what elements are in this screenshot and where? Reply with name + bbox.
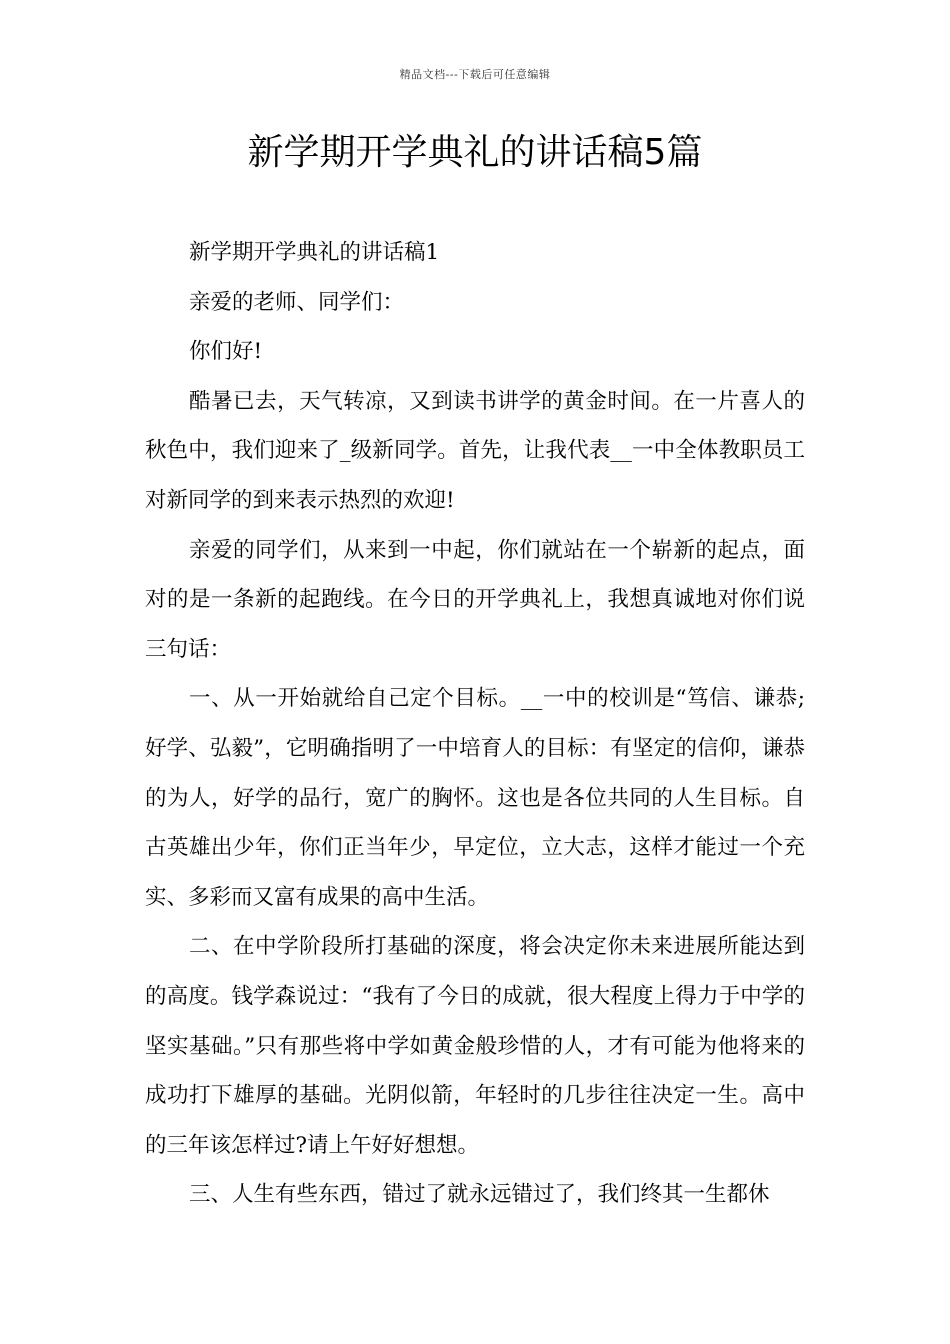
document-title: 新学期开学典礼的讲话稿5篇	[247, 132, 703, 173]
section-heading: 新学期开学典礼的讲话稿1	[189, 240, 440, 265]
greeting: 你们好!	[189, 339, 263, 365]
paragraph: 酷暑已去，天气转凉，又到读书讲学的黄金时间。在一片喜人的秋色中，我们迎来了_级新同学。首先，让我代表__一中全体教职员工对新同学的到来表示热烈的欢迎!	[145, 388, 805, 513]
paragraph: 三、人生有些东西，错过了就永远错过了，我们终其一生都休	[189, 1182, 770, 1208]
paragraph: 亲爱的同学们，从来到一中起，你们就站在一个崭新的起点，面对的是一条新的起跑线。在今日的开学典礼上，我想真诚地对你们说三句话：	[145, 537, 805, 662]
salutation: 亲爱的老师、同学们：	[189, 289, 405, 315]
page-header-note: 精品文档---下载后可任意编辑	[399, 68, 551, 81]
paragraph: 一、从一开始就给自己定个目标。__一中的校训是“笃信、谦恭;好学、弘毅”，它明确指明了一中培育人的目标：有坚定的信仰，谦恭的为人，好学的品行，宽广的胸怀。这也是各位共同的人生目标。自古英雄出少年，你们正当年少，早定位，立大志，这样才能过一个充实、多彩而又富有成果的高中生活。	[145, 686, 805, 910]
document-body	[145, 228, 805, 1220]
paragraph: 二、在中学阶段所打基础的深度，将会决定你未来进展所能达到的高度。钱学森说过：“我有了今日的成就，很大程度上得力于中学的坚实基础。”只有那些将中学如黄金般珍惜的人，才有可能为他将来的成功打下雄厚的基础。光阴似箭，年轻时的几步往往决定一生。高中的三年该怎样过?请上午好好想想。	[145, 934, 805, 1158]
